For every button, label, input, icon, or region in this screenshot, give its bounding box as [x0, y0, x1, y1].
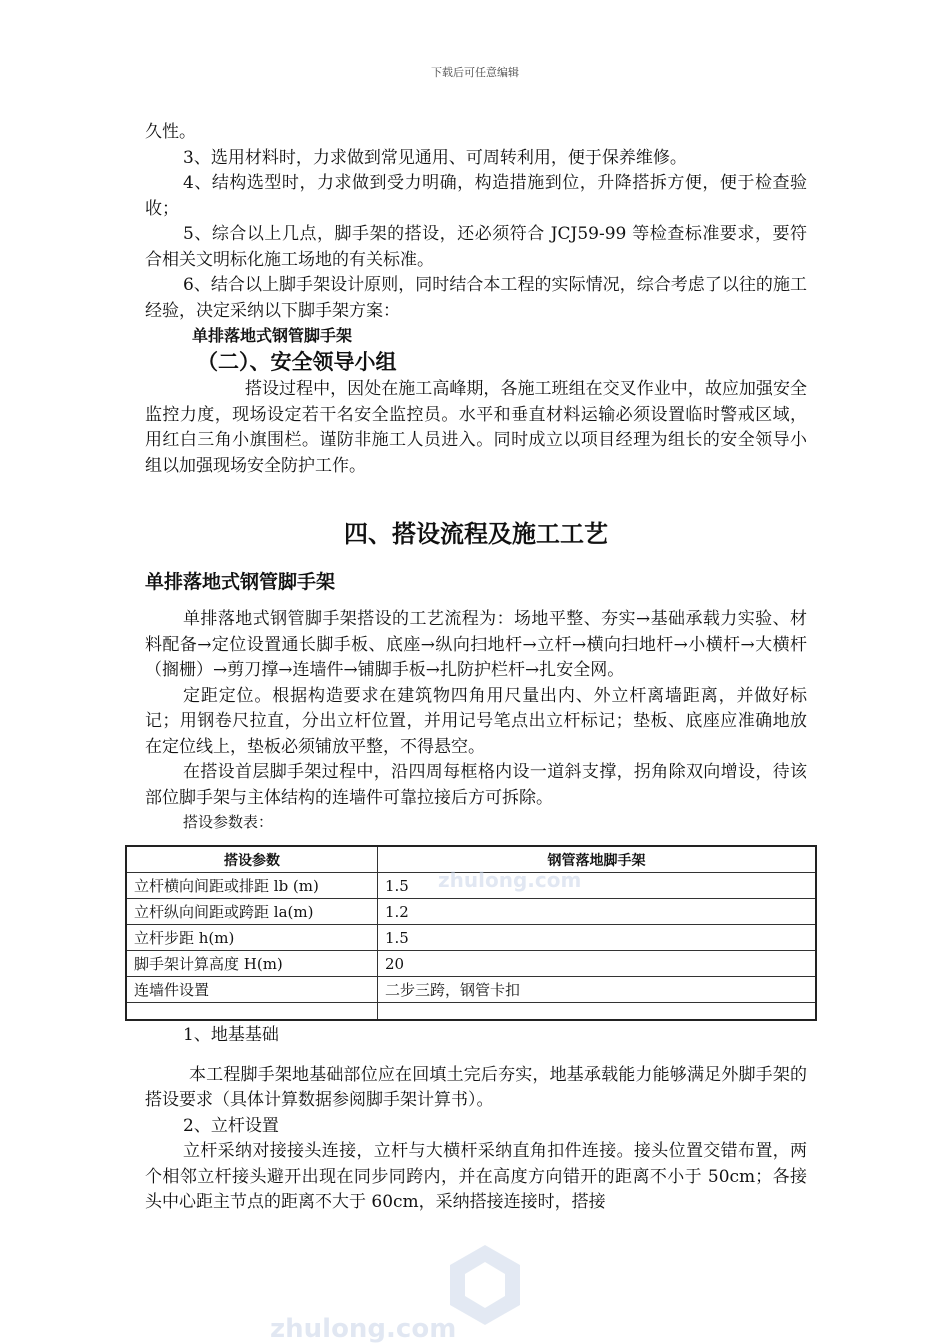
- table-cell: 立杆纵向间距或跨距 la(m): [126, 899, 378, 925]
- table-cell: 20: [378, 951, 817, 977]
- paragraph: 在搭设首层脚手架过程中，沿四周每框格内设一道斜支撑，拐角除双向增设，待该部位脚手架与主体结构的连墙件可靠拉接后方可拆除。: [145, 762, 807, 808]
- paragraph: 定距定位。根据构造要求在建筑物四角用尺量出内、外立杆离墙距离，并做好标记；用钢卷尺拉直，分出立杆位置，并用记号笔点出立杆标记；垫板、底座应准确地放在定位线上，垫板必须铺放平整，不得悬空。: [145, 685, 807, 757]
- paragraph: 本工程脚手架地基础部位应在回填土完后夯实，地基承载能力能够满足外脚手架的搭设要求（具体计算数据参阅脚手架计算书）。: [145, 1064, 807, 1110]
- table-row: [126, 925, 816, 951]
- section-heading: （二）、安全领导小组: [197, 349, 397, 374]
- table-row: [126, 977, 816, 1003]
- chapter-title: 四、搭设流程及施工工艺: [344, 519, 608, 548]
- paragraph: 单排落地式钢管脚手架搭设的工艺流程为：场地平整、夯实→基础承载力实验、材料配备→定位设置通长脚手板、底座→纵向扫地杆→立杆→横向扫地杆→小横杆→大横杆（搁栅）→剪刀撑→连墙件→铺脚手板→扎防护栏杆→扎安全网。: [145, 609, 807, 680]
- document-body-continued: [145, 1023, 807, 1216]
- paragraph: 3、选用材料时，力求做到常见通用、可周转利用，便于保养维修。: [183, 147, 687, 168]
- watermark-text: zhulong.com: [438, 868, 582, 892]
- item-title: 2、立杆设置: [183, 1115, 279, 1136]
- paragraph: 立杆采纳对接接头连接，立杆与大横杆采纳直角扣件连接。接头位置交错布置，两个相邻立杆接头避开出现在同步同跨内，并在高度方向错开的距离不小于 50cm；各接头中心距主节点的距离不大于 60cm，采纳搭接连接时，搭接: [145, 1141, 807, 1212]
- table-cell: 连墙件设置: [126, 977, 378, 1003]
- table-row: [126, 899, 816, 925]
- watermark-logo-icon: [440, 1240, 530, 1330]
- table-cell: [378, 1003, 817, 1021]
- table-caption: 搭设参数表：: [183, 813, 274, 831]
- table-cell: 1.5: [378, 925, 817, 951]
- paragraph: 6、结合以上脚手架设计原则，同时结合本工程的实际情况，综合考虑了以往的施工经验，决定采纳以下脚手架方案：: [145, 275, 807, 321]
- scheme-label: 单排落地式钢管脚手架: [192, 326, 353, 345]
- paragraph: 久性。: [145, 122, 196, 142]
- item-title: 1、地基基础: [183, 1025, 279, 1045]
- table-cell: 1.2: [378, 899, 817, 925]
- paragraph: 搭设过程中，因处在施工高峰期，各施工班组在交叉作业中，故应加强安全监控力度，现场设定若干名安全监控员。水平和垂直材料运输必须设置临时警戒区域，用红白三角小旗围栏。谨防非施工人员进入。同时成立以项目经理为组长的安全领导小组以加强现场安全防护工作。: [145, 379, 807, 476]
- watermark-text: zhulong.com: [270, 1314, 457, 1344]
- table-cell: 脚手架计算高度 H(m): [126, 951, 378, 977]
- table-cell: [126, 1003, 378, 1021]
- document-body: [145, 120, 807, 833]
- table-row: [126, 951, 816, 977]
- table-cell: 1.5: [378, 873, 817, 899]
- table-header-cell: 钢管落地脚手架: [378, 846, 817, 873]
- page-header-note: 下载后可任意编辑: [431, 66, 519, 79]
- paragraph: 4、结构选型时，力求做到受力明确，构造措施到位，升降搭拆方便，便于检查验收；: [145, 173, 807, 219]
- table-cell: 立杆横向间距或排距 lb (m): [126, 873, 378, 899]
- paragraph: 5、综合以上几点，脚手架的搭设，还必须符合 JCJ59-99 等检查标准要求，要符合相关文明标化施工场地的有关标准。: [145, 224, 807, 270]
- table-row: [126, 1003, 816, 1021]
- table-header-cell: 搭设参数: [126, 846, 378, 873]
- table-cell: 立杆步距 h(m): [126, 925, 378, 951]
- chapter-subtitle: 单排落地式钢管脚手架: [145, 571, 336, 593]
- table-cell: 二步三跨，钢管卡扣: [378, 977, 817, 1003]
